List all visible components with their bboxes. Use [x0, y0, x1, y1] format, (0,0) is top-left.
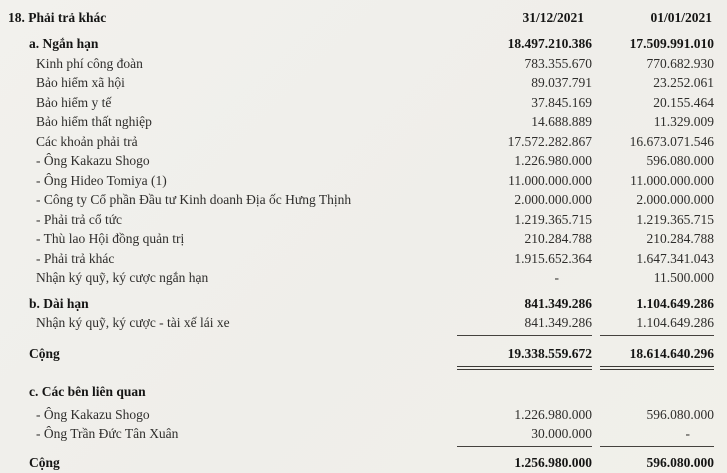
table-row: [8, 249, 714, 269]
table-row: [8, 382, 714, 402]
row-label: Các khoản phải trả: [36, 133, 138, 149]
table-row: [8, 93, 714, 113]
value-col-1: 37.845.169: [531, 94, 592, 110]
value-col-1: 14.688.889: [531, 114, 592, 129]
table-row: [8, 34, 714, 54]
column-header-date-2: 01/01/2021: [650, 10, 712, 25]
value-col-1: 2.000.000.000: [514, 192, 592, 207]
row-label: Nhận ký quỹ, ký cược - tài xế lái xe: [36, 315, 230, 330]
value-col-2: 23.252.061: [653, 75, 714, 90]
table-row: [8, 294, 714, 314]
table-row: [8, 190, 714, 210]
table-row: [8, 210, 714, 230]
value-col-1: 30.000.000: [457, 424, 592, 447]
table-row: [8, 171, 714, 191]
value-col-1: 11.000.000.000: [508, 172, 592, 188]
row-label: a. Ngắn hạn: [29, 36, 99, 51]
row-label: - Ông Hideo Tomiya (1): [36, 172, 167, 188]
table-row: [8, 54, 714, 74]
value-col-2: 1.647.341.043: [636, 250, 714, 266]
value-col-1: -: [554, 270, 559, 285]
value-col-2: 11.500.000: [653, 270, 714, 285]
table-row: [8, 151, 714, 171]
row-label: Kinh phí công đoàn: [36, 55, 143, 71]
value-col-2: -: [600, 424, 714, 447]
row-label: b. Dài hạn: [29, 295, 89, 311]
table-header-row: [8, 7, 714, 28]
row-label: - Ông Kakazu Shogo: [36, 153, 150, 168]
value-col-2: 11.329.009: [653, 114, 714, 129]
table-row: [8, 229, 714, 249]
value-col-2: 596.080.000: [646, 406, 714, 422]
value-col-1: 1.256.980.000: [457, 453, 592, 473]
value-col-1: 18.497.210.386: [507, 36, 592, 51]
row-label: - Phải trả khác: [36, 250, 115, 266]
table-row: [8, 424, 714, 447]
row-label: Bảo hiểm y tế: [36, 94, 112, 110]
row-label: Nhận ký quỹ, ký cược ngắn hạn: [36, 270, 209, 285]
value-col-2: 18.614.640.296: [600, 344, 714, 371]
value-col-2: 1.104.649.286: [636, 295, 714, 311]
value-col-1: 1.915.652.364: [514, 250, 592, 266]
row-label: - Phải trả cổ tức: [36, 211, 123, 227]
table-row: [8, 132, 714, 152]
row-label: - Thù lao Hội đồng quản trị: [36, 231, 185, 246]
table-row: [8, 344, 714, 371]
value-col-1: 783.355.670: [524, 55, 592, 71]
row-label: - Ông Trần Đức Tân Xuân: [36, 426, 179, 441]
value-col-2: 20.155.464: [653, 94, 714, 110]
value-col-2: 770.682.930: [646, 55, 714, 71]
row-label: Cộng: [29, 345, 60, 361]
table-row: [8, 112, 714, 132]
table-row: [8, 73, 714, 93]
row-label: Bảo hiểm xã hội: [36, 75, 125, 90]
value-col-1: 841.349.286: [524, 295, 592, 311]
value-col-2: 11.000.000.000: [630, 172, 714, 188]
value-col-1: 841.349.286: [457, 313, 592, 336]
value-col-1: 17.572.282.867: [507, 133, 592, 149]
table-row: [8, 268, 714, 288]
row-label: - Ông Kakazu Shogo: [36, 406, 150, 422]
value-col-1: 1.219.365.715: [514, 211, 592, 227]
table-row: [8, 453, 714, 473]
value-col-2: 17.509.991.010: [629, 36, 714, 51]
table-row: [8, 405, 714, 425]
value-col-2: 596.080.000: [600, 453, 714, 473]
value-col-1: 19.338.559.672: [457, 344, 592, 371]
value-col-2: 2.000.000.000: [636, 192, 714, 207]
table-row: [8, 313, 714, 336]
row-label: Bảo hiểm thất nghiệp: [36, 114, 152, 129]
value-col-2: 596.080.000: [646, 153, 714, 168]
value-col-2: 16.673.071.546: [629, 133, 714, 149]
section-title: 18. Phải trả khác: [8, 10, 107, 25]
row-label: c. Các bên liên quan: [29, 384, 146, 399]
value-col-1: 89.037.791: [531, 75, 592, 90]
value-col-2: 1.104.649.286: [600, 313, 714, 336]
value-col-1: 1.226.980.000: [514, 406, 592, 422]
value-col-2: 1.219.365.715: [636, 211, 714, 227]
row-label: - Công ty Cổ phần Đầu tư Kinh doanh Địa ốc Hưng Thịnh: [36, 192, 352, 207]
financial-table: [8, 34, 714, 473]
value-col-1: 1.226.980.000: [514, 153, 592, 168]
row-label: Cộng: [29, 454, 60, 470]
value-col-1: 210.284.788: [524, 231, 592, 246]
column-header-date-1: 31/12/2021: [522, 10, 584, 25]
value-col-2: 210.284.788: [646, 231, 714, 246]
